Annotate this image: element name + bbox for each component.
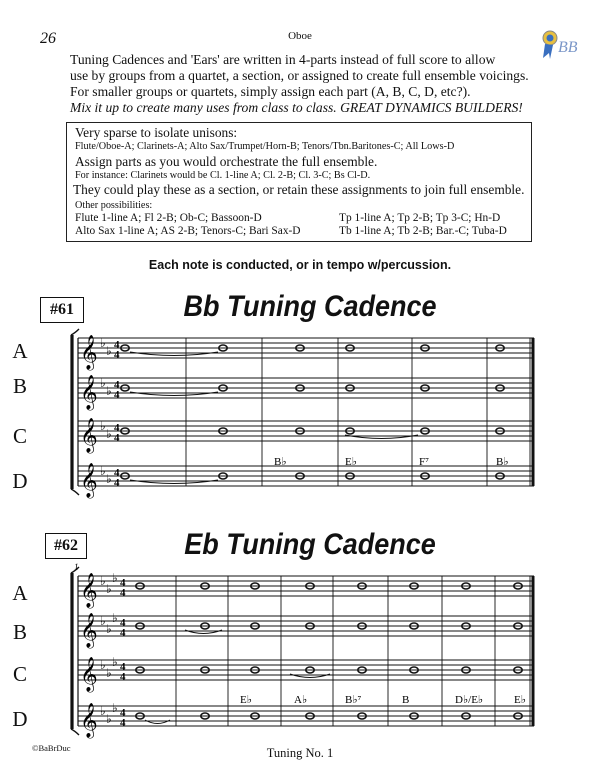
tie-arc: [145, 720, 170, 724]
flat-sign-icon: ♭: [100, 658, 106, 672]
copyright-mark: ©BaBrDuc: [32, 743, 71, 753]
flat-sign-icon: ♭: [112, 571, 118, 585]
system-bracket: [71, 729, 79, 735]
flat-sign-icon: ♭: [106, 344, 112, 358]
chord-symbol: B♭: [274, 456, 287, 468]
part-label: C: [12, 662, 27, 686]
flat-sign-icon: ♭: [100, 376, 106, 390]
flat-sign-icon: ♭: [100, 464, 106, 478]
tie-arc: [345, 435, 418, 439]
chord-symbol: F⁷: [419, 456, 429, 468]
treble-clef-icon: 𝄞: [80, 574, 98, 607]
flat-sign-icon: ♭: [100, 614, 106, 628]
flat-sign-icon: ♭: [100, 574, 106, 588]
system-bracket: [71, 489, 79, 495]
flat-sign-icon: ♭: [100, 419, 106, 433]
tie-arc: [290, 674, 330, 678]
flat-sign-icon: ♭: [112, 655, 118, 669]
system-bracket: [71, 329, 79, 335]
flat-sign-icon: ♭: [106, 472, 112, 486]
time-signature: 4: [114, 349, 120, 361]
tie-arc: [130, 480, 218, 484]
chord-symbol: B♭: [496, 456, 509, 468]
tie-arc: [130, 392, 218, 396]
chord-symbol: B: [402, 694, 410, 706]
sparse-detail: Flute/Oboe-A; Clarinets-A; Alto Sax/Trumpet/Horn-B; Tenors/Tbn.Baritones-C; All Lows-D: [75, 141, 455, 152]
conduct-note: Each note is conducted, or in tempo w/percussion.: [148, 258, 452, 272]
time-signature: 4: [114, 422, 120, 434]
flat-sign-icon: ♭: [112, 611, 118, 625]
measure-number: 1: [74, 562, 79, 572]
exercise-title: Eb Tuning Cadence: [184, 528, 436, 561]
part-label: C: [12, 424, 27, 448]
treble-clef-icon: 𝄞: [80, 419, 98, 452]
time-signature: 4: [120, 661, 126, 673]
intro-line: use by groups from a quartet, a section, or assigned to create full ensemble voicings.: [70, 68, 529, 83]
flat-sign-icon: ♭: [106, 712, 112, 726]
assign-detail: For instance: Clarinets would be Cl. 1-line A; Cl. 2-B; Cl. 3-C; Bs Cl-D.: [75, 170, 371, 181]
footer-title: Tuning No. 1: [266, 746, 334, 760]
treble-clef-icon: 𝄞: [80, 704, 98, 737]
time-signature: 4: [120, 587, 126, 599]
flat-sign-icon: ♭: [106, 427, 112, 441]
flat-sign-icon: ♭: [106, 666, 112, 680]
part-label: D: [12, 707, 28, 731]
time-signature: 4: [114, 389, 120, 401]
time-signature: 4: [120, 627, 126, 639]
treble-clef-icon: 𝄞: [80, 658, 98, 691]
section-line: They could play these as a section, or retain these assignments to join full ensemble.: [73, 182, 525, 197]
intro-line: For smaller groups or quartets, simply assign each part (A, B, C, D, etc?).: [70, 84, 471, 99]
flat-sign-icon: ♭: [106, 622, 112, 636]
chord-symbol: B♭⁷: [345, 694, 362, 706]
part-label: B: [12, 620, 27, 644]
part-label: D: [12, 469, 28, 493]
treble-clef-icon: 𝄞: [80, 614, 98, 647]
exercise-number: #61: [40, 297, 84, 323]
time-signature: 4: [120, 671, 126, 683]
intro-line: Mix it up to create many uses from class to class. GREAT DYNAMICS BUILDERS!: [70, 100, 523, 115]
time-signature: 4: [120, 707, 126, 719]
time-signature: 4: [114, 339, 120, 351]
flat-sign-icon: ♭: [112, 701, 118, 715]
other-heading: Other possibilities:: [75, 200, 153, 211]
chord-symbol: D♭/E♭: [455, 694, 484, 706]
assign-heading: Assign parts as you would orchestrate the full ensemble.: [75, 154, 378, 169]
treble-clef-icon: 𝄞: [80, 464, 98, 497]
chord-symbol: E♭: [240, 694, 252, 706]
time-signature: 4: [120, 717, 126, 729]
intro-line: Tuning Cadences and 'Ears' are written in 4-parts instead of full score to allow: [70, 52, 496, 67]
chord-symbol: E♭: [345, 456, 357, 468]
chord-symbol: A♭: [294, 694, 308, 706]
page-number: 26: [40, 30, 56, 47]
treble-clef-icon: 𝄞: [80, 336, 98, 369]
time-signature: 4: [114, 477, 120, 489]
exercise-number: #62: [45, 533, 87, 559]
time-signature: 4: [114, 467, 120, 479]
other-right-2: Tb 1-line A; Tb 2-B; Bar.-C; Tuba-D: [339, 225, 507, 237]
time-signature: 4: [114, 379, 120, 391]
part-label: B: [12, 374, 27, 398]
exercise-title: Bb Tuning Cadence: [183, 290, 437, 323]
tie-arc: [130, 352, 218, 356]
flat-sign-icon: ♭: [106, 384, 112, 398]
time-signature: 4: [120, 617, 126, 629]
tie-arc: [185, 630, 222, 634]
part-label: A: [12, 581, 28, 605]
instrument-name: Oboe: [288, 30, 312, 42]
treble-clef-icon: 𝄞: [80, 376, 98, 409]
flat-sign-icon: ♭: [100, 336, 106, 350]
other-left-1: Flute 1-line A; Fl 2-B; Ob-C; Bassoon-D: [75, 212, 262, 224]
sparse-heading: Very sparse to isolate unisons:: [75, 125, 238, 140]
part-label: A: [12, 339, 28, 363]
time-signature: 4: [114, 432, 120, 444]
other-left-2: Alto Sax 1-line A; AS 2-B; Tenors-C; Bari Sax-D: [75, 225, 301, 237]
flat-sign-icon: ♭: [100, 704, 106, 718]
flat-sign-icon: ♭: [106, 582, 112, 596]
other-right-1: Tp 1-line A; Tp 2-B; Tp 3-C; Hn-D: [339, 212, 501, 224]
chord-symbol: E♭: [514, 694, 526, 706]
time-signature: 4: [120, 577, 126, 589]
svg-text:BB: BB: [558, 39, 578, 56]
